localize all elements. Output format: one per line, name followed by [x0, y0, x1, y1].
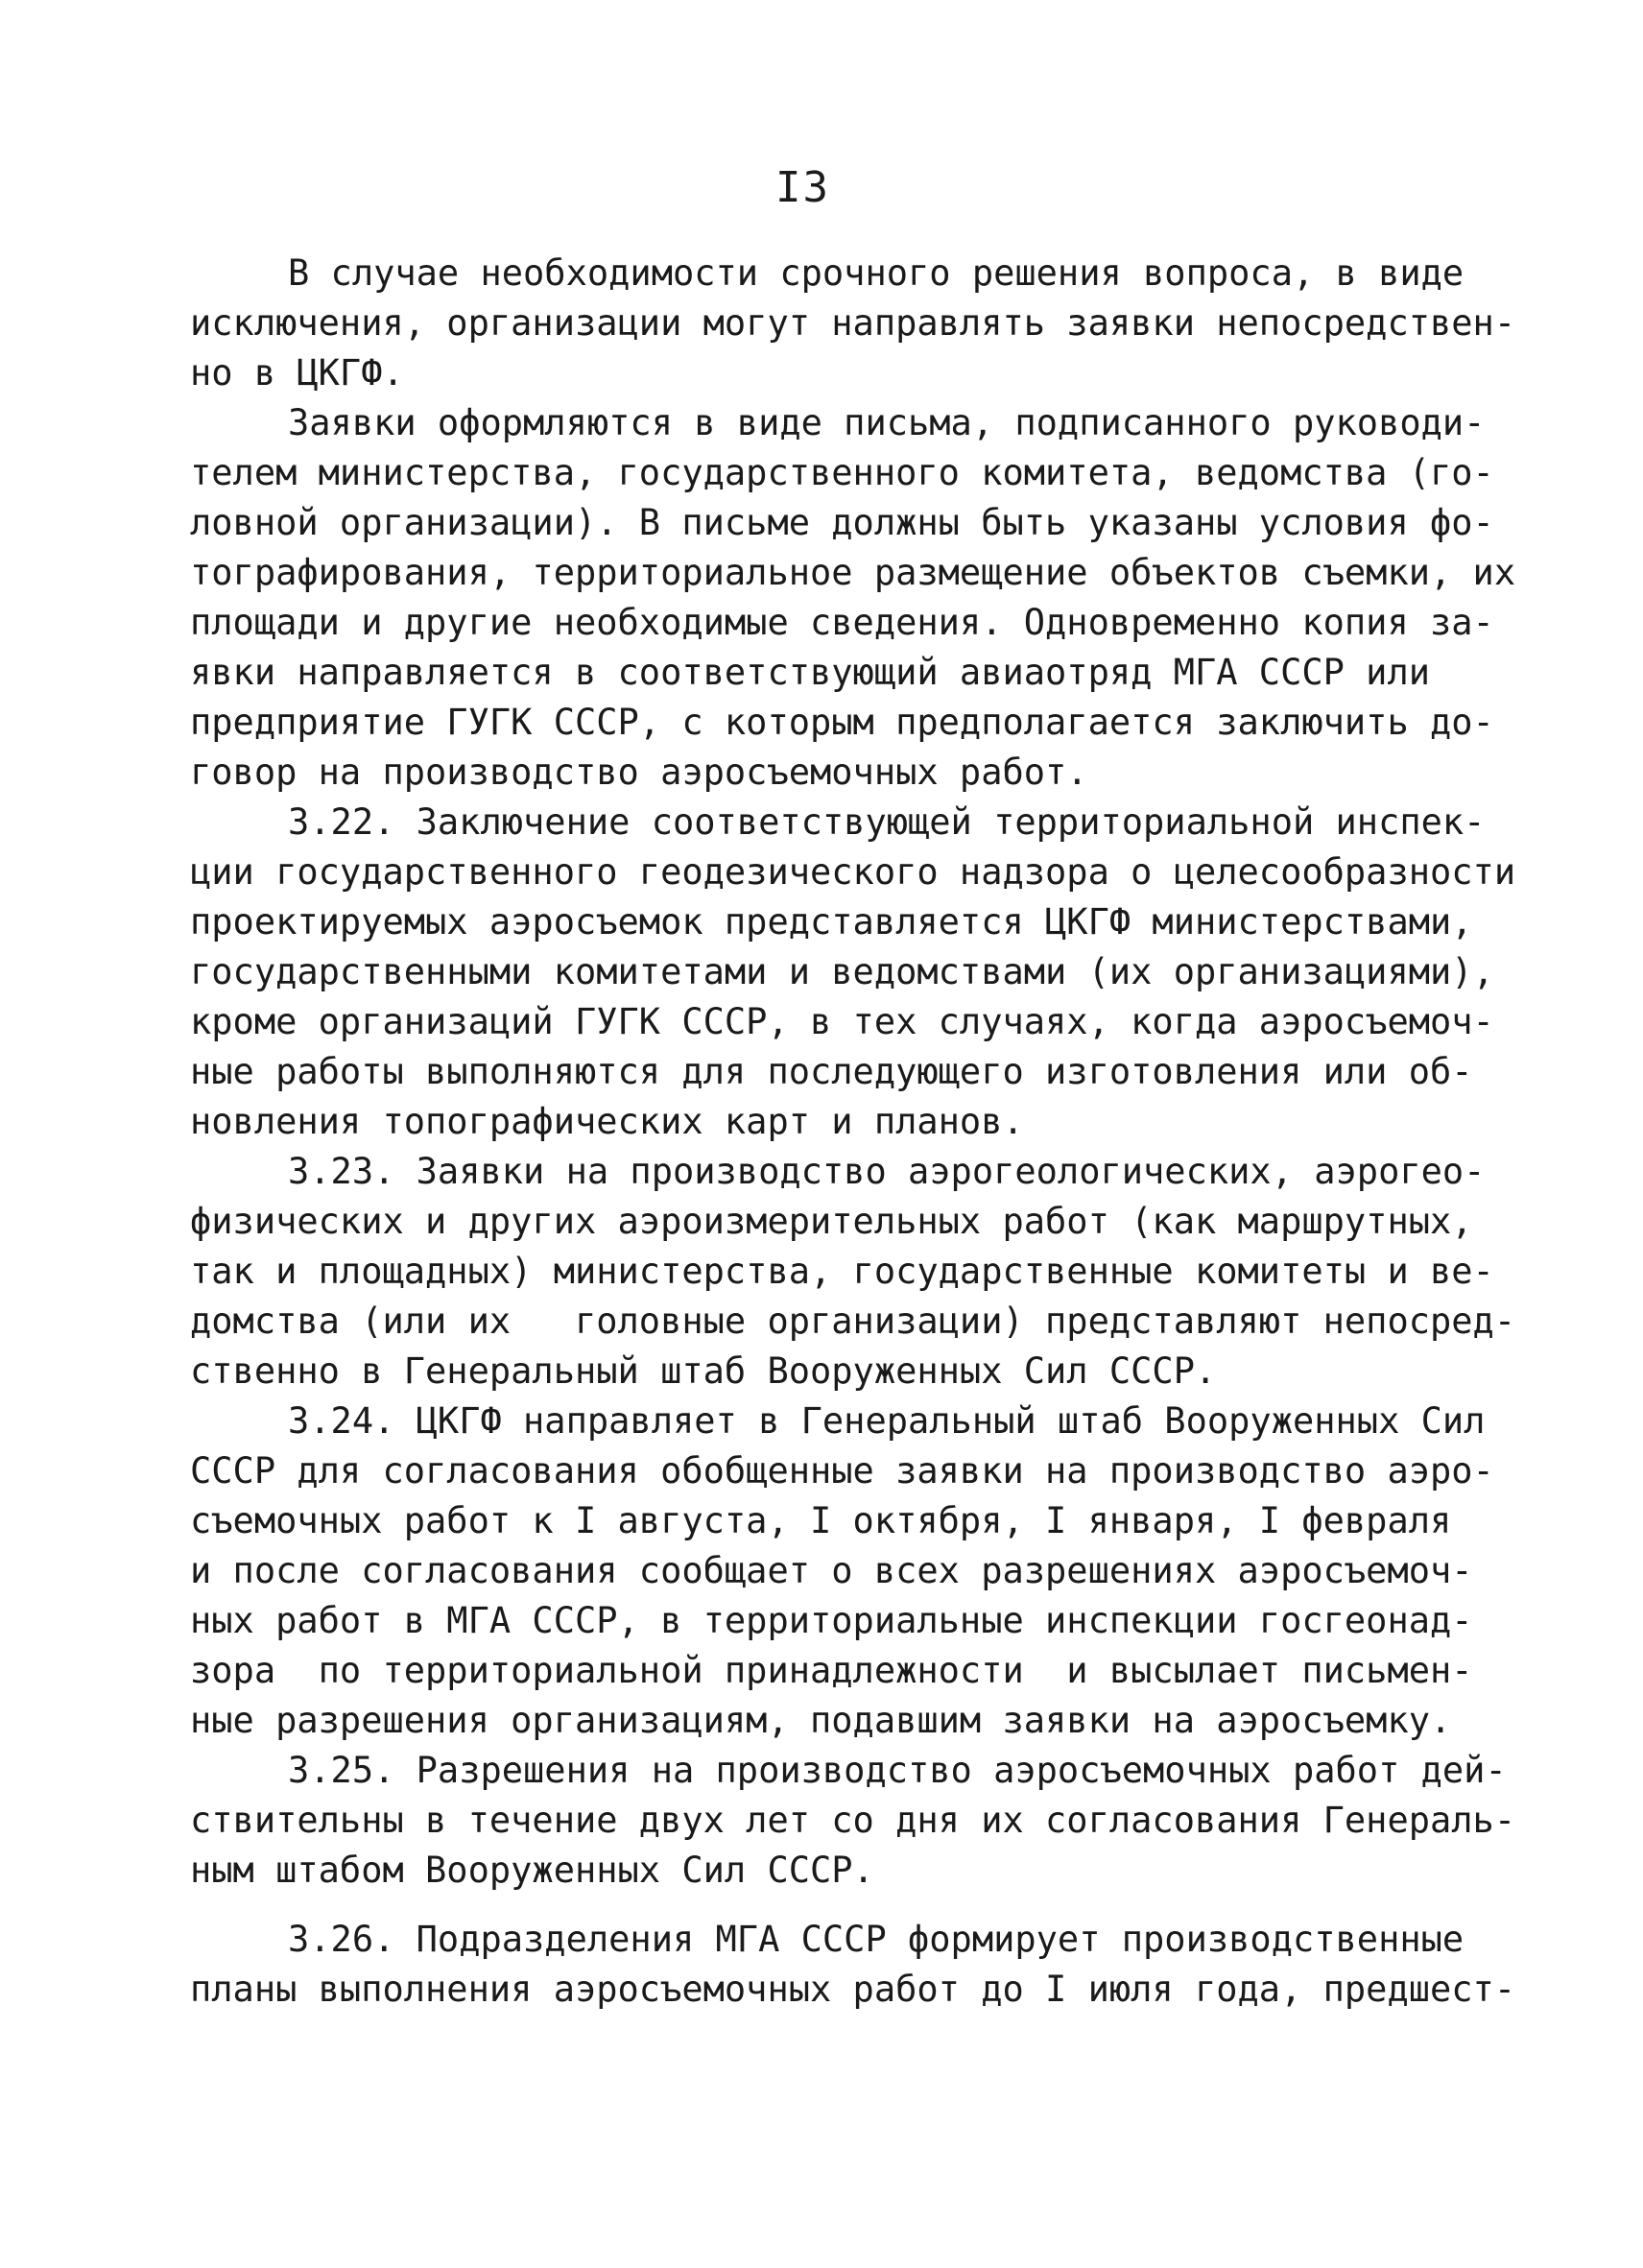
text-line: 3.25. Разрешения на производство аэросъемочных работ дей- [288, 1750, 1507, 1791]
text-line: ным штабом Вооруженных Сил СССР. [190, 1850, 874, 1891]
text-line: площади и другие необходимые сведения. Одновременно копия за- [190, 602, 1494, 643]
text-line: ственно в Генеральный штаб Вооруженных Сил СССР. [190, 1350, 1217, 1392]
text-line: СССР для согласования обобщенные заявки на производство аэро- [190, 1450, 1494, 1492]
text-line: ные разрешения организациям, подавшим заявки на аэросъемку. [190, 1700, 1452, 1741]
text-line: 3.22. Заключение соответствующей территориальной инспек- [288, 801, 1486, 843]
text-line: предприятие ГУГК СССР, с которым предполагается заключить до- [190, 702, 1494, 743]
text-line: Заявки оформляются в виде письма, подписанного руководи- [288, 402, 1486, 443]
text-line: явки направляется в соответствующий авиаотряд МГА СССР или [190, 652, 1431, 693]
text-line: тографирования, территориальное размещение объектов съемки, их [190, 552, 1516, 593]
text-line: физических и других аэроизмерительных работ (как маршрутных, [190, 1201, 1473, 1242]
text-line: так и площадных) министерства, государственные комитеты и ве- [190, 1251, 1494, 1292]
text-line: домства (или их головные организации) представляют непосред- [190, 1301, 1516, 1342]
text-line: ствительны в течение двух лет со дня их согласования Генераль- [190, 1800, 1516, 1841]
text-line: ции государственного геодезического надзора о целесообразности [190, 851, 1516, 893]
text-line: В случае необходимости срочного решения вопроса, в виде [288, 252, 1464, 294]
text-line: ловной организации). В письме должны быть указаны условия фо- [190, 502, 1494, 543]
text-line: и после согласования сообщает о всех разрешениях аэросъемоч- [190, 1550, 1473, 1591]
text-line: телем министерства, государственного комитета, ведомства (го- [190, 452, 1494, 493]
text-line: но в ЦКГФ. [190, 352, 404, 394]
text-line: зора по территориальной принадлежности и высылает письмен- [190, 1650, 1473, 1691]
text-line: проектируемых аэросъемок представляется ЦКГФ министерствами, [190, 901, 1473, 943]
text-line: говор на производство аэросъемочных работ. [190, 752, 1088, 793]
text-line: 3.24. ЦКГФ направляет в Генеральный штаб Вооруженных Сил [288, 1400, 1486, 1442]
text-line: ные работы выполняются для последующего изготовления или об- [190, 1051, 1473, 1092]
text-line: новления топографических карт и планов. [190, 1101, 1024, 1142]
text-line: ных работ в МГА СССР, в территориальные инспекции госгеонад- [190, 1600, 1473, 1641]
text-line: государственными комитетами и ведомствами (их организациями), [190, 951, 1494, 992]
text-line: 3.26. Подразделения МГА СССР формирует производственные [288, 1919, 1464, 1960]
text-line: съемочных работ к I августа, I октября, I января, I февраля [190, 1500, 1452, 1541]
text-line: кроме организаций ГУГК СССР, в тех случаях, когда аэросъемоч- [190, 1001, 1494, 1042]
text-line: планы выполнения аэросъемочных работ до I июля года, предшест- [190, 1969, 1516, 2010]
text-line: исключения, организации могут направлять заявки непосредствен- [190, 302, 1516, 344]
page-number: I3 [775, 163, 830, 212]
text-line: 3.23. Заявки на производство аэрогеологических, аэрогео- [288, 1151, 1486, 1192]
